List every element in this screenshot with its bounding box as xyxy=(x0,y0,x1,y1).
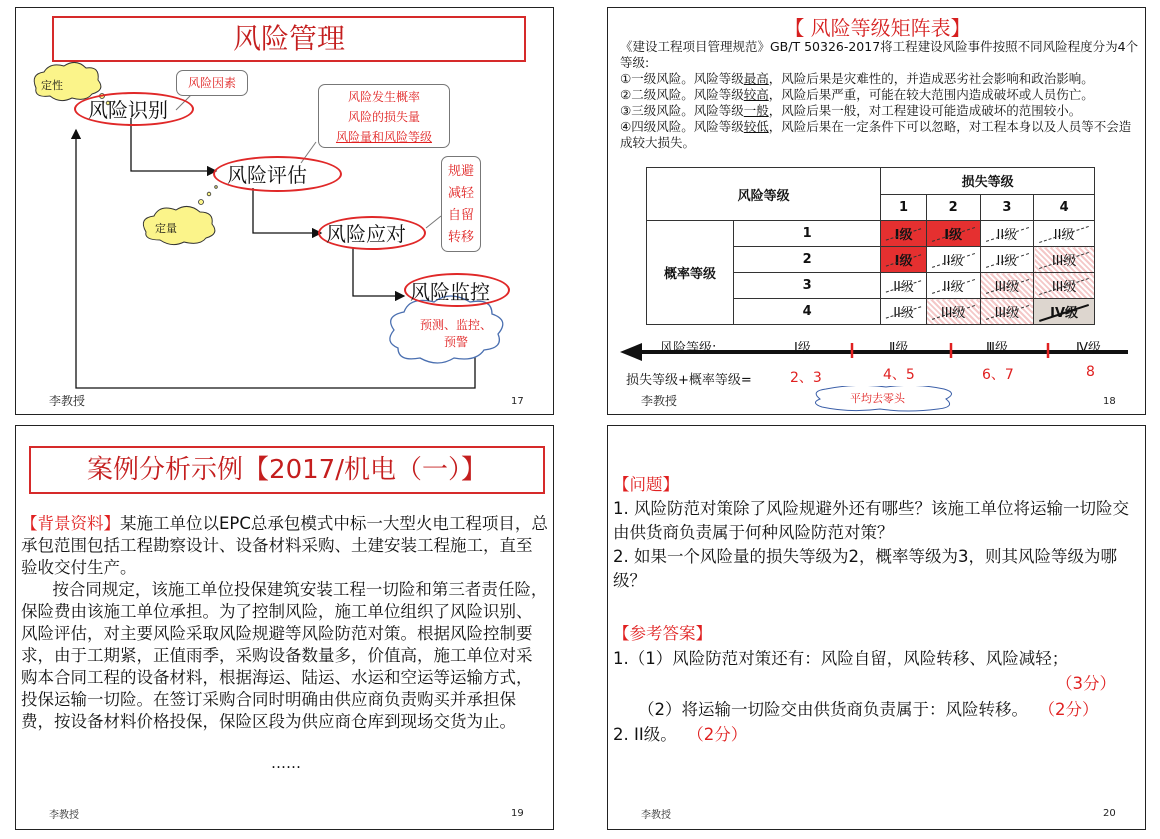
cloud-qualitative-label: 定性 xyxy=(41,79,63,92)
sum-value-2: 4、5 xyxy=(883,367,915,383)
matrix-cell: II级 xyxy=(1034,221,1095,247)
ellipsis: …… xyxy=(271,754,301,772)
matrix-cell: I级 xyxy=(881,221,927,247)
cloud-quantitative-label: 定量 xyxy=(155,222,177,235)
author: 李教授 xyxy=(641,394,678,408)
answer-3: 2. II级。 （2分） xyxy=(613,725,748,744)
scale-level-1: Ⅰ级 xyxy=(794,341,811,356)
sum-value-1: 2、3 xyxy=(790,370,822,386)
response-avoid: 规避 xyxy=(447,164,474,179)
level-4-desc: ④四级风险。风险等级较低，风险后果在一定条件下可以忽略，对工程本身以及人员等不会造成较大损失。 xyxy=(620,119,1132,150)
step-monitor-label: 风险监控 xyxy=(410,280,490,304)
author: 李教授 xyxy=(49,394,86,408)
matrix-cell: II级 xyxy=(881,273,927,299)
step-respond-label: 风险应对 xyxy=(326,222,406,246)
risk-matrix-table xyxy=(646,167,1095,325)
question-tag: 【问题】 xyxy=(613,475,679,494)
author: 李教授 xyxy=(49,810,79,821)
matrix-col-header: 2 xyxy=(926,194,980,221)
answer-1: 1.（1）风险防范对策还有：风险自留，风险转移、风险减轻； xyxy=(613,649,1069,668)
matrix-cell: III级 xyxy=(1034,247,1095,273)
matrix-cell: IV级 xyxy=(1034,299,1095,325)
matrix-cell: II级 xyxy=(926,273,980,299)
scale-level-2: Ⅱ级 xyxy=(889,341,909,356)
matrix-cell: III级 xyxy=(980,273,1034,299)
sum-label: 损失等级+概率等级= xyxy=(626,373,752,388)
slide-title: 案例分析示例【2017/机电（一）】 xyxy=(29,446,545,494)
response-transfer: 转移 xyxy=(447,230,474,245)
matrix-cell: I级 xyxy=(881,247,927,273)
matrix-col-header: 3 xyxy=(980,194,1034,221)
slide-18 xyxy=(607,7,1146,415)
assess-box xyxy=(318,84,450,148)
answer-2: （2）将运输一切险交由供货商负责属于：风险转移。 （2分） xyxy=(638,700,1099,719)
scale-level-3: Ⅲ级 xyxy=(986,341,1008,356)
slide-19 xyxy=(15,425,554,830)
matrix-cell: III级 xyxy=(926,299,980,325)
intro-text: 《建设工程项目管理规范》GB/T 50326-2017将工程建设风险事件按照不同风险程度分为4个等级: ①一级风险。风险等级最高，风险后果是灾难性的，并造成恶劣社会影响和政治影响。 ②二级风险。风险等级较高，风险后果严重，可能在较大范围内造成破坏或人员伤亡。 ③三级风险。风险等级一般，风险后果一般，对工程建设可能造成破坏的范围较小。 ④四级风险。风险等级较低，风险后果在一定条件下可以忽略，对工程本身以及人员等不会造成较大损失。 xyxy=(620,39,1139,150)
assess-item-probability: 风险发生概率 xyxy=(347,90,420,104)
factors-box: 风险因素 xyxy=(176,70,248,96)
step-assess-label: 风险评估 xyxy=(227,163,307,187)
matrix-loss-header: 损失等级 xyxy=(881,168,1095,195)
matrix-row-header: 4 xyxy=(734,299,881,325)
matrix-col-header: 4 xyxy=(1034,194,1095,221)
sum-value-3: 6、7 xyxy=(982,367,1014,383)
matrix-cell: III级 xyxy=(980,299,1034,325)
response-retain: 自留 xyxy=(447,208,474,223)
question-2: 2. 如果一个风险量的损失等级为2，概率等级为3，则其风险等级为哪级？ xyxy=(613,547,1117,590)
answer-3-score: （2分） xyxy=(687,725,748,744)
background-paragraph-1: 【背景资料】某施工单位以EPC总承包模式中标一大型火电工程项目，总承包范围包括工程勘察设计、设备材料采购、土建安装工程施工，直至验收交付生产。 xyxy=(21,514,548,577)
scale-level-4: Ⅳ级 xyxy=(1076,341,1101,356)
page-number: 20 xyxy=(1103,808,1116,819)
slide-20 xyxy=(607,425,1146,830)
matrix-cell: II级 xyxy=(926,247,980,273)
flow-arrow-2 xyxy=(253,188,321,233)
slide-title: 【 风险等级矩阵表】 xyxy=(784,16,971,40)
level-1-desc: ①一级风险。风险等级最高，风险后果是灾难性的，并造成恶劣社会影响和政治影响。 xyxy=(620,71,1094,86)
page-number: 19 xyxy=(511,808,524,819)
flow-arrow-3 xyxy=(353,248,404,296)
matrix-col-header: 1 xyxy=(881,194,927,221)
background-tag: 【背景资料】 xyxy=(21,514,120,533)
matrix-cell: II级 xyxy=(881,299,927,325)
matrix-cell: I级 xyxy=(926,221,980,247)
level-2-desc: ②二级风险。风险等级较高，风险后果严重，可能在较大范围内造成破坏或人员伤亡。 xyxy=(620,87,1094,102)
slide-17 xyxy=(15,7,554,415)
scale-label: 风险等级: xyxy=(660,341,717,356)
note-cloud-text: 平均去零头 xyxy=(850,392,905,405)
monitor-cloud-text: 预测、监控、 预警 xyxy=(419,318,492,349)
matrix-row-header: 3 xyxy=(734,273,881,299)
step-identify-label: 风险识别 xyxy=(88,98,168,122)
response-reduce: 减轻 xyxy=(447,186,474,201)
matrix-row-header: 2 xyxy=(734,247,881,273)
answer-1-score: （3分） xyxy=(1056,674,1116,693)
matrix-cell: III级 xyxy=(1034,273,1095,299)
level-3-desc: ③三级风险。风险等级一般，风险后果一般，对工程建设可能造成破坏的范围较小。 xyxy=(620,103,1082,118)
page-number: 18 xyxy=(1103,396,1116,407)
assess-item-loss: 风险的损失量 xyxy=(347,110,420,124)
question-1: 1. 风险防范对策除了风险规避外还有哪些？该施工单位将运输一切险交由供货商负责属于何种风险防范对策？ xyxy=(613,499,1129,542)
answer-tag: 【参考答案】 xyxy=(613,624,712,643)
flow-arrow-1 xyxy=(131,118,216,171)
response-box xyxy=(441,156,481,252)
matrix-cell: II级 xyxy=(980,221,1034,247)
page-number: 17 xyxy=(511,396,524,407)
background-paragraph-2: 按合同规定，该施工单位投保建筑安装工程一切险和第三者责任险，保险费由该施工单位承担。为了控制风险，施工单位组织了风险识别、风险评估，对主要风险采取风险规避等风险防范对策。根据风险控制要求，由于工期紧，正值雨季，采购设备数量多，价值高，施工单位对采购本合同工程的设备材料，根据海运、陆运、水运和空运等运输方式，投保运输一切险。在签订采购合同时明确由供应商负责购买并承担保费，按设备材料价格投保，保险区段为供应商仓库到现场交货为止。 xyxy=(21,580,548,731)
slide-title: 风险管理 xyxy=(52,16,526,62)
matrix-cell: II级 xyxy=(980,247,1034,273)
assess-item-level: 风险量和风险等级 xyxy=(335,130,432,144)
matrix-row-header: 1 xyxy=(734,221,881,247)
matrix-corner: 风险等级 xyxy=(647,168,881,221)
matrix-prob-header: 概率等级 xyxy=(647,221,734,325)
sum-value-4: 8 xyxy=(1086,364,1095,380)
author: 李教授 xyxy=(641,810,671,821)
answer-2-score: （2分） xyxy=(1038,700,1099,719)
